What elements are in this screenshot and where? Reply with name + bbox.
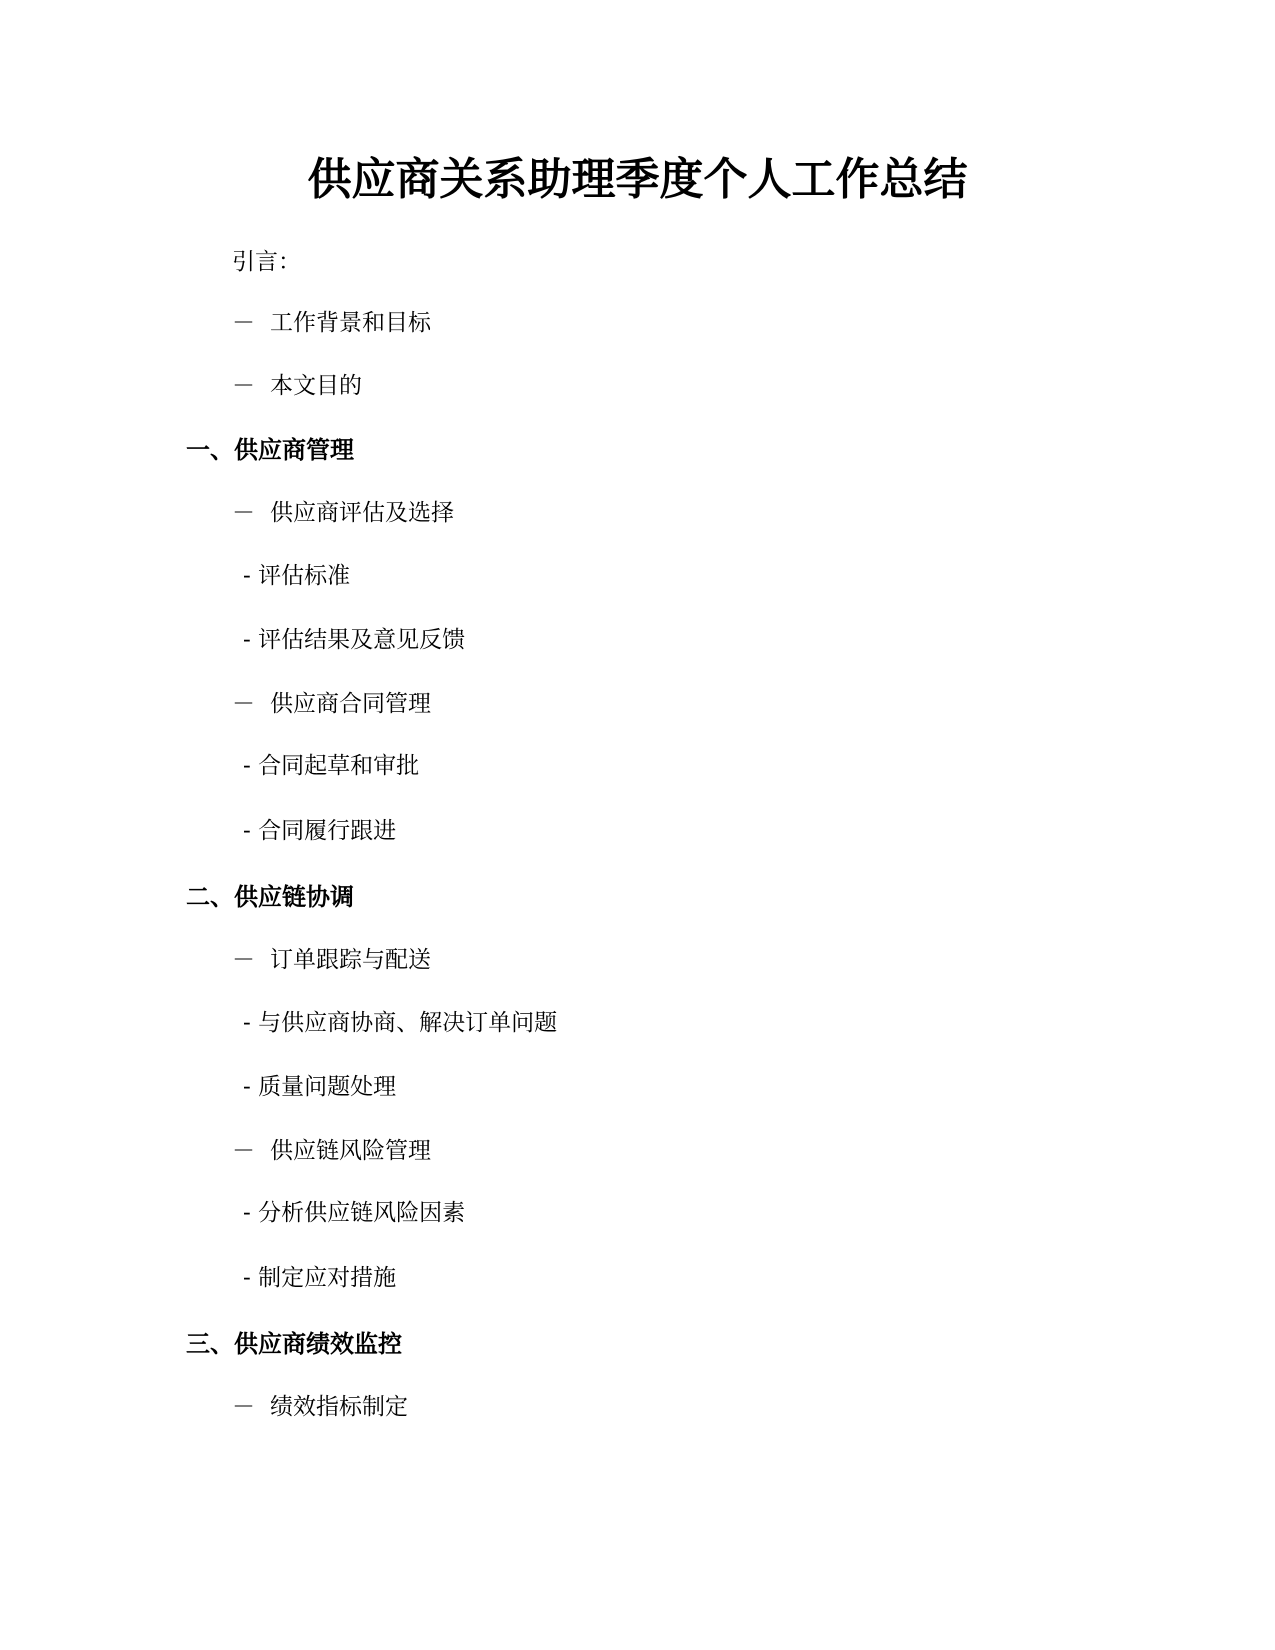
sub-item-contract-followup: - 合同履行跟进 — [243, 818, 397, 844]
sub-item-negotiate-orders: - 与供应商协商、解决订单问题 — [243, 1010, 558, 1036]
list-item-order-tracking — [232, 944, 431, 976]
sub-item-countermeasures: - 制定应对措施 — [243, 1265, 397, 1291]
list-item-contract-management — [232, 688, 431, 720]
sub-item-risk-analysis: - 分析供应链风险因素 — [243, 1200, 466, 1226]
dash-marker: － — [232, 1394, 255, 1420]
dash-marker: － — [232, 691, 255, 717]
dash-marker: － — [232, 373, 255, 399]
document-title: 供应商关系助理季度个人工作总结 — [307, 154, 968, 205]
list-item-supplier-evaluation — [232, 497, 454, 529]
intro-item-purpose — [232, 370, 362, 402]
dash-marker: － — [232, 1138, 255, 1164]
sub-item-contract-drafting: - 合同起草和审批 — [243, 753, 420, 779]
list-item-text: 订单跟踪与配送 — [270, 947, 431, 973]
sub-item-evaluation-results: - 评估结果及意见反馈 — [243, 627, 466, 653]
dash-marker: － — [232, 310, 255, 336]
section-heading-performance-monitoring: 三、供应商绩效监控 — [186, 1330, 402, 1358]
list-item-text: 本文目的 — [270, 373, 362, 399]
list-item-text: 绩效指标制定 — [270, 1394, 408, 1420]
list-item-text: 供应商评估及选择 — [270, 500, 454, 526]
sub-item-quality-issues: - 质量问题处理 — [243, 1074, 397, 1100]
dash-marker: － — [232, 500, 255, 526]
intro-item-background — [232, 307, 431, 339]
list-item-text: 供应商合同管理 — [270, 691, 431, 717]
list-item-text: 工作背景和目标 — [270, 310, 431, 336]
list-item-text: 供应链风险管理 — [270, 1138, 431, 1164]
list-item-risk-management — [232, 1135, 431, 1167]
list-item-performance-metrics — [232, 1391, 408, 1423]
section-heading-supplier-management: 一、供应商管理 — [186, 436, 354, 464]
intro-label: 引言： — [232, 249, 301, 275]
section-heading-supply-chain: 二、供应链协调 — [186, 883, 354, 911]
dash-marker: － — [232, 947, 255, 973]
sub-item-evaluation-criteria: - 评估标准 — [243, 563, 351, 589]
